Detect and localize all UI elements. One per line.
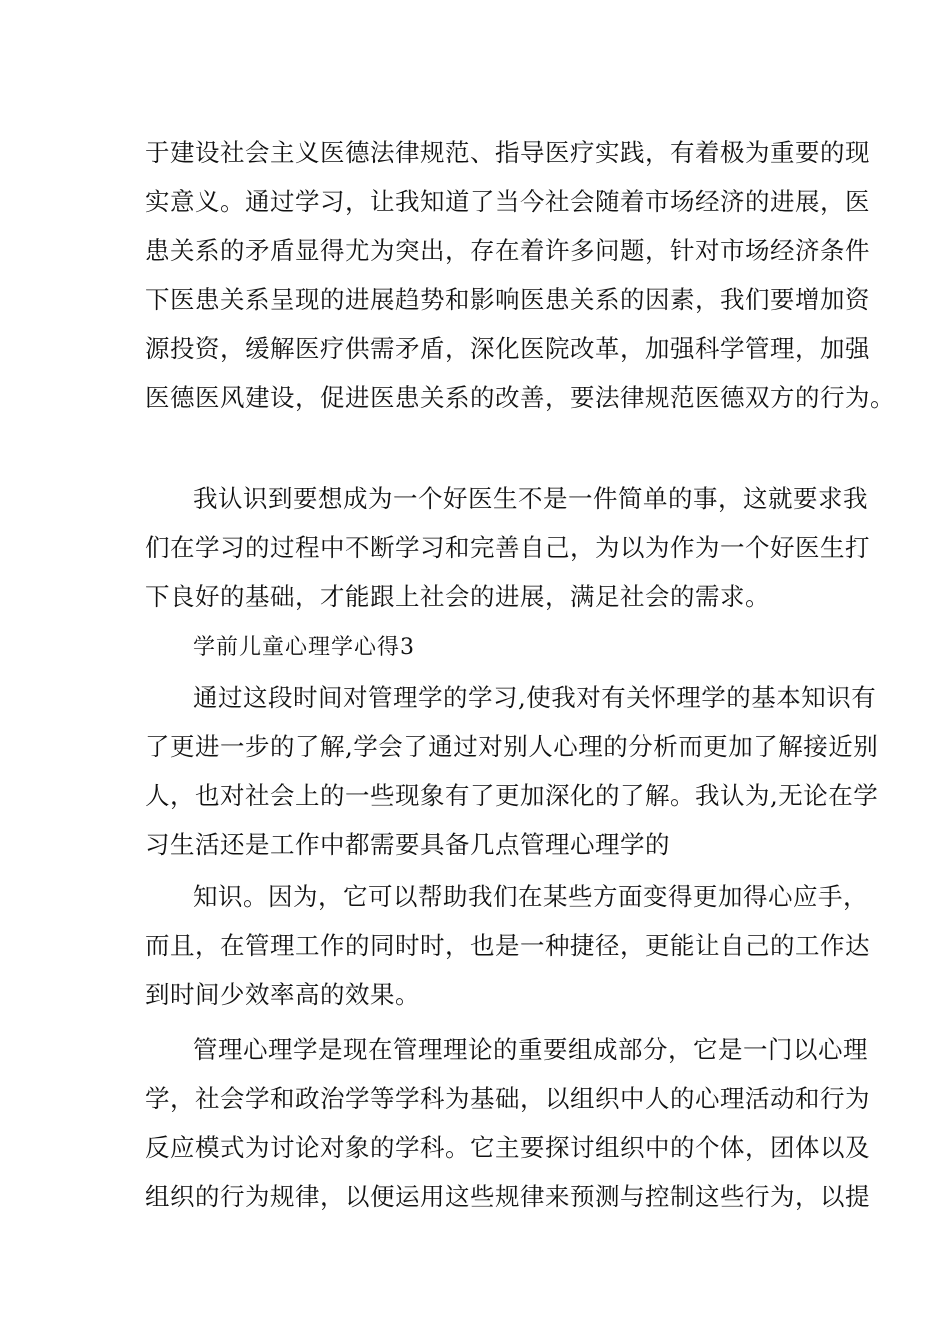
paragraph-5-line-2: 学，社会学和政治学等学科为基础，以组织中人的心理活动和行为 bbox=[145, 1084, 870, 1113]
paragraph-2-line-2: 们在学习的过程中不断学习和完善自己，为以为作为一个好医生打 bbox=[145, 533, 870, 562]
paragraph-4-line-3: 到时间少效率高的效果。 bbox=[145, 980, 420, 1009]
paragraph-3-line-4: 习生活还是工作中都需要具备几点管理心理学的 bbox=[145, 830, 670, 859]
paragraph-1-line-3: 患关系的矛盾显得尤为突出，存在着许多问题，针对市场经济条件 bbox=[145, 236, 870, 265]
paragraph-1-line-4: 下医患关系呈现的进展趋势和影响医患关系的因素，我们要增加资 bbox=[145, 285, 870, 314]
paragraph-5-line-3: 反应模式为讨论对象的学科。它主要探讨组织中的个体，团体以及 bbox=[145, 1133, 870, 1162]
paragraph-3-line-3: 人，也对社会上的一些现象有了更加深化的了解。我认为,无论在学 bbox=[145, 781, 879, 810]
paragraph-1-line-5: 源投资，缓解医疗供需矛盾，深化医院改革，加强科学管理，加强 bbox=[145, 334, 870, 363]
paragraph-5-line-1: 管理心理学是现在管理理论的重要组成部分，它是一门以心理 bbox=[193, 1035, 868, 1064]
paragraph-3-line-1: 通过这段时间对管理学的学习,使我对有关怀理学的基本知识有 bbox=[193, 683, 877, 712]
paragraph-4-line-1: 知识。因为，它可以帮助我们在某些方面变得更加得心应手， bbox=[193, 882, 868, 911]
paragraph-4-line-2: 而且，在管理工作的同时时，也是一种捷径，更能让自己的工作达 bbox=[145, 931, 870, 960]
paragraph-2-line-3: 下良好的基础，才能跟上社会的进展，满足社会的需求。 bbox=[145, 582, 770, 611]
paragraph-5-line-4: 组织的行为规律，以便运用这些规律来预测与控制这些行为，以提 bbox=[145, 1182, 870, 1211]
paragraph-1-line-2: 实意义。通过学习，让我知道了当今社会随着市场经济的进展，医 bbox=[145, 187, 870, 216]
section-heading: 学前儿童心理学心得3 bbox=[193, 635, 415, 660]
paragraph-3-line-2: 了更进一步的了解,学会了通过对别人心理的分析而更加了解接近别 bbox=[145, 732, 879, 761]
paragraph-1-line-6: 医德医风建设，促进医患关系的改善，要法律规范医德双方的行为。 bbox=[145, 383, 895, 412]
paragraph-2-line-1: 我认识到要想成为一个好医生不是一件简单的事，这就要求我 bbox=[193, 484, 868, 513]
paragraph-1-line-1: 于建设社会主义医德法律规范、指导医疗实践，有着极为重要的现 bbox=[145, 138, 870, 167]
